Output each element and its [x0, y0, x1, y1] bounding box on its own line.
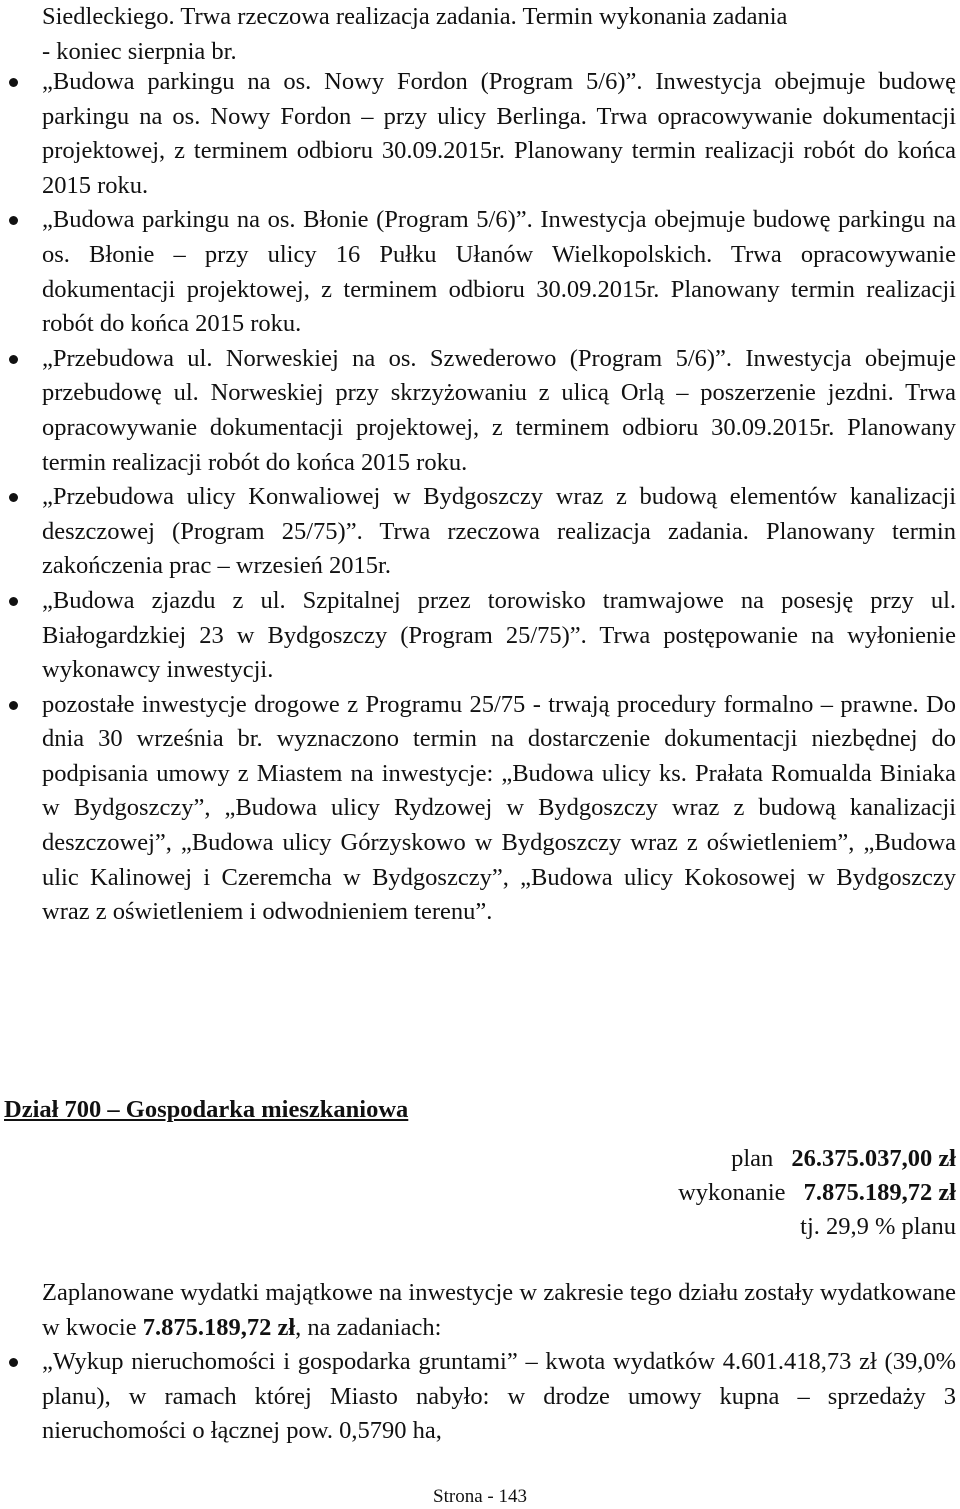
- percent-value: tj. 29,9 % planu: [800, 1213, 956, 1240]
- execution-label: wykonanie: [678, 1179, 786, 1206]
- list-item: [42, 688, 956, 930]
- continuation-line-2: - koniec sierpnia br.: [42, 37, 237, 65]
- list-item-text: „Budowa parkingu na os. Nowy Fordon (Program 5/6)”. Inwestycja obejmuje budowę parkingu na os. Nowy Fordon – przy ulicy Berlinga. Trwa opracowywanie dokumentacji projektowej, z terminem odbioru 30.09.2015r. Planowany termin realizacji robót do końca 2015 roku.: [42, 68, 956, 199]
- intro-text-after: , na zadaniach:: [295, 1313, 442, 1341]
- page-number: Strona - 143: [433, 1486, 527, 1507]
- list-item-text: „Wykup nieruchomości i gospodarka gruntami” – kwota wydatków 4.601.418,73 zł (39,0% planu), w ramach której Miasto nabyło: w drodze umowy kupna – sprzedaży 3 nieruchomości o łącznej pow. 0,5790 ha,: [42, 1348, 956, 1445]
- bullet-icon: [9, 597, 18, 606]
- bullet-icon: [9, 355, 18, 364]
- execution-row: [678, 1176, 956, 1210]
- list-item-text: „Przebudowa ul. Norweskiej na os. Szwederowo (Program 5/6)”. Inwestycja obejmuje przebudowę ul. Norweskiej przy skrzyżowaniu z ulicą Orlą – poszerzenie jezdni. Trwa opracowywanie dokumentacji projektowej, z terminem odbioru 30.09.2015r. Planowany termin realizacji robót do końca 2015 roku.: [42, 344, 956, 476]
- investment-list: [42, 65, 956, 930]
- plan-label: plan: [731, 1145, 774, 1172]
- plan-value: 26.375.037,00 zł: [791, 1145, 956, 1172]
- execution-value: 7.875.189,72 zł: [803, 1179, 956, 1206]
- list-item: [42, 65, 956, 203]
- list-item-text: „Budowa zjazdu z ul. Szpitalnej przez torowisko tramwajowe na posesję przy ul. Białogardzkiej 23 w Bydgoszczy (Program 25/75)”. Trwa postępowanie na wyłonienie wykonawcy inwestycji.: [42, 586, 956, 684]
- bullet-icon: [9, 493, 18, 502]
- intro-text-before: Zaplanowane wydatki majątkowe na inwestycje w zakresie tego działu zostały wydatkowane w kwocie: [42, 1279, 956, 1341]
- list-item: [42, 480, 956, 584]
- list-item: [42, 203, 956, 341]
- bullet-icon: [9, 216, 18, 225]
- continuation-line-1: Siedleckiego. Trwa rzeczowa realizacja zadania. Termin wykonania zadania: [42, 3, 788, 30]
- section-heading: Dział 700 – Gospodarka mieszkaniowa: [4, 1096, 409, 1123]
- intro-paragraph: [42, 1276, 956, 1345]
- list-item-text: pozostałe inwestycje drogowe z Programu 25/75 - trwają procedury formalno – prawne. Do dnia 30 września br. wyznaczono termin na dostarczenie dokumentacji niezbędnej do podpisania umowy z Miastem na inwestycje: „Budowa ulicy ks. Prałata Romualda Biniaka w Bydgoszczy”, „Budowa ulicy Rydzowej w Bydgoszczy wraz z budową kanalizacji deszczowej”, „Budowa ulicy Górzyskowo w Bydgoszczy wraz z oświetleniem”, „Budowa ulic Kalinowej i Czeremcha w Bydgoszczy”, „Budowa ulicy Kokosowej w Bydgoszczy wraz z oświetleniem i odwodnieniem terenu”.: [42, 690, 956, 926]
- task-list: [42, 1345, 956, 1449]
- list-item: [42, 1345, 956, 1449]
- list-item-text: „Budowa parkingu na os. Błonie (Program 5/6)”. Inwestycja obejmuje budowę parkingu na os. Błonie – przy ulicy 16 Pułku Ułanów Wielkopolskich. Trwa opracowywanie dokumentacji projektowej, z terminem odbioru 30.09.2015r. Planowany termin realizacji robót do końca 2015 roku.: [42, 206, 956, 338]
- intro-amount: 7.875.189,72 zł: [142, 1313, 296, 1341]
- list-item: [42, 584, 956, 688]
- continuation-text: [42, 0, 956, 69]
- list-item: [42, 342, 956, 480]
- list-item-text: „Przebudowa ulicy Konwaliowej w Bydgoszczy wraz z budową elementów kanalizacji deszczowej (Program 25/75)”. Trwa rzeczowa realizacja zadania. Planowany termin zakończenia prac – wrzesień 2015r.: [42, 483, 956, 580]
- budget-summary: [678, 1142, 956, 1244]
- bullet-icon: [9, 78, 18, 87]
- plan-row: [678, 1142, 956, 1176]
- bullet-icon: [9, 1358, 18, 1367]
- percent-row: [678, 1210, 956, 1244]
- bullet-icon: [9, 701, 18, 710]
